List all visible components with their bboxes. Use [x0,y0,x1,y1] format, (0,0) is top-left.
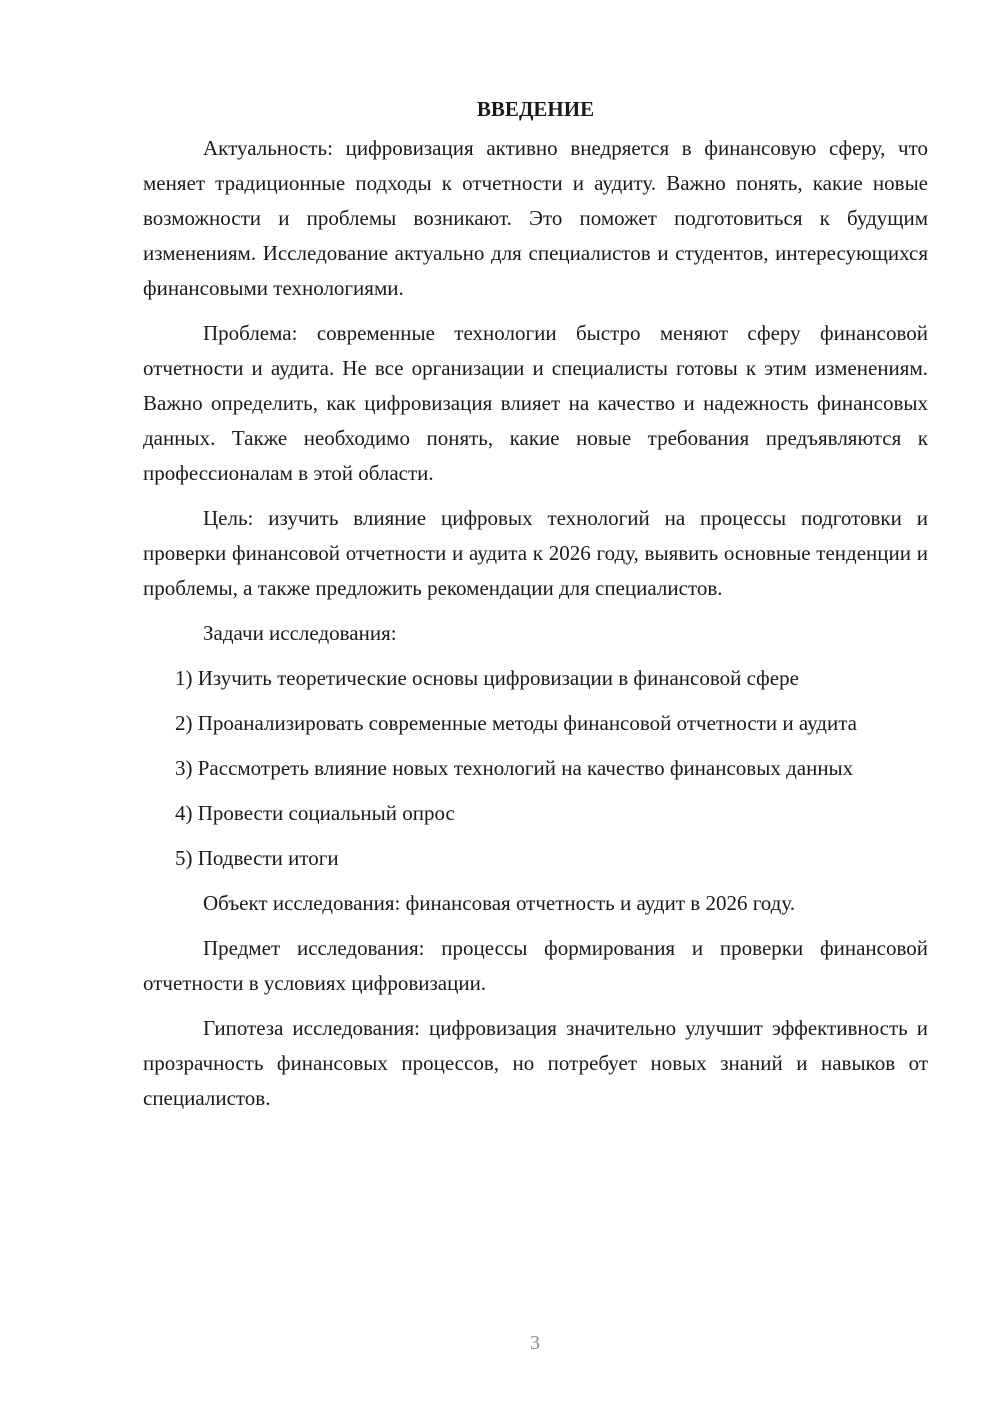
page-number: 3 [530,1332,540,1354]
task-item: 2) Проанализировать современные методы финансовой отчетности и аудита [175,711,857,735]
subject-paragraph: Предмет исследования: процессы формирования и проверки финансовой отчетности в условиях цифровизации. [143,936,928,995]
task-item: 4) Провести социальный опрос [175,801,455,825]
object-paragraph: Объект исследования: финансовая отчетность и аудит в 2026 году. [203,891,796,915]
document-page [143,92,928,1126]
problem-paragraph: Проблема: современные технологии быстро меняют сферу финансовой отчетности и аудита. Не все организации и специалисты готовы к этим изменениям. Важно определить, как цифровизация влияет на качество и надежность финансовых данных. Также необходимо понять, какие новые требования предъявляются к профессионалам в этой области. [143,321,928,485]
hypothesis-paragraph: Гипотеза исследования: цифровизация значительно улучшит эффективность и прозрачность финансовых процессов, но потребует новых знаний и навыков от специалистов. [143,1016,928,1110]
relevance-paragraph: Актуальность: цифровизация активно внедряется в финансовую сферу, что меняет традиционные подходы к отчетности и аудиту. Важно понять, какие новые возможности и проблемы возникают. Это поможет подготовиться к будущим изменениям. Исследование актуально для специалистов и студентов, интересующихся финансовыми технологиями. [143,136,928,300]
tasks-title: Задачи исследования: [203,621,397,645]
goal-paragraph: Цель: изучить влияние цифровых технологий на процессы подготовки и проверки финансовой отчетности и аудита к 2026 году, выявить основные тенденции и проблемы, а также предложить рекомендации для специалистов. [143,506,928,600]
task-item: 3) Рассмотреть влияние новых технологий на качество финансовых данных [175,756,854,780]
page-title: ВВЕДЕНИЕ [476,97,595,121]
task-item: 5) Подвести итоги [175,846,339,870]
task-item: 1) Изучить теоретические основы цифровизации в финансовой сфере [175,666,799,690]
